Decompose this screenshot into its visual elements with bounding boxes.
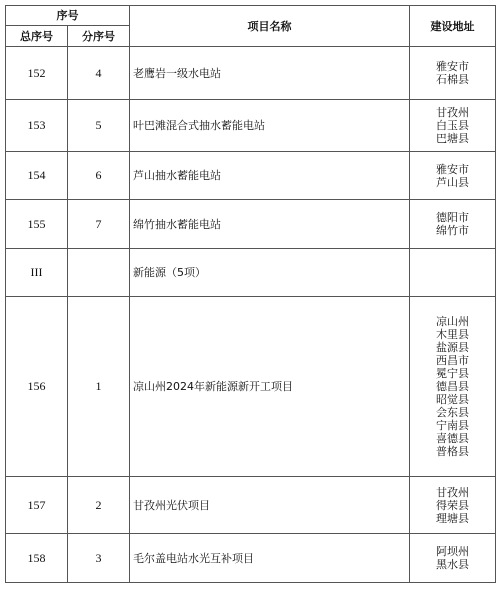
sub-seq-cell: 4 xyxy=(68,47,130,100)
project-name-cell: 芦山抽水蓄能电站 xyxy=(130,152,410,200)
total-seq-cell: 153 xyxy=(6,100,68,152)
sub-seq-cell: 2 xyxy=(68,477,130,534)
total-seq-cell: 157 xyxy=(6,477,68,534)
location-line: 雅安市 xyxy=(436,60,469,73)
location-line: 喜德县 xyxy=(436,432,469,445)
project-name-cell: 叶巴滩混合式抽水蓄能电站 xyxy=(130,100,410,152)
location-line: 阿坝州 xyxy=(436,545,469,558)
location-cell xyxy=(410,200,496,249)
table-row xyxy=(6,477,496,534)
total-seq-cell: 152 xyxy=(6,47,68,100)
project-name-cell: 甘孜州光伏项目 xyxy=(130,477,410,534)
location-line: 白玉县 xyxy=(436,119,469,132)
table-row xyxy=(6,534,496,583)
sub-seq-cell: 3 xyxy=(68,534,130,583)
location-cell xyxy=(410,297,496,477)
total-seq-cell: 156 xyxy=(6,297,68,477)
table-row xyxy=(6,152,496,200)
header-location: 建设地址 xyxy=(410,6,496,47)
location-line: 盐源县 xyxy=(436,341,469,354)
location-line: 甘孜州 xyxy=(436,106,469,119)
location-line: 德阳市 xyxy=(436,211,469,224)
table-body xyxy=(6,47,496,583)
table-row xyxy=(6,297,496,477)
location-line: 雅安市 xyxy=(436,162,469,176)
sub-seq-cell: 5 xyxy=(68,100,130,152)
location-line: 德昌县 xyxy=(436,380,469,393)
project-table xyxy=(5,5,496,583)
total-seq-cell: 155 xyxy=(6,200,68,249)
location-line: 绵竹市 xyxy=(436,224,469,237)
sub-seq-cell: 6 xyxy=(68,152,130,200)
project-name-cell: 新能源（5项） xyxy=(130,249,410,297)
location-cell xyxy=(410,249,496,297)
location-cell xyxy=(410,47,496,100)
header-seq-group: 序号 xyxy=(6,6,130,26)
location-line: 冕宁县 xyxy=(436,367,469,380)
location-cell xyxy=(410,100,496,152)
location-line: 黑水县 xyxy=(436,558,469,571)
total-seq-cell: 158 xyxy=(6,534,68,583)
table-row xyxy=(6,100,496,152)
location-line: 理塘县 xyxy=(436,511,469,525)
table-row xyxy=(6,249,496,297)
location-line: 昭觉县 xyxy=(436,393,469,406)
location-cell xyxy=(410,152,496,200)
header-sub-seq: 分序号 xyxy=(68,26,130,47)
location-line: 普格县 xyxy=(436,445,469,458)
header-total-seq: 总序号 xyxy=(6,26,68,47)
header-project-name: 项目名称 xyxy=(130,6,410,47)
location-line: 木里县 xyxy=(436,328,469,341)
location-line: 得荣县 xyxy=(436,498,469,512)
table-row xyxy=(6,47,496,100)
table-row xyxy=(6,200,496,249)
sub-seq-cell xyxy=(68,249,130,297)
total-seq-cell: 154 xyxy=(6,152,68,200)
location-line: 西昌市 xyxy=(436,354,469,367)
location-line: 凉山州 xyxy=(436,315,469,328)
location-line: 宁南县 xyxy=(436,419,469,432)
location-line: 巴塘县 xyxy=(436,132,469,145)
total-seq-cell: III xyxy=(6,249,68,297)
location-line: 会东县 xyxy=(436,406,469,419)
project-name-cell: 绵竹抽水蓄能电站 xyxy=(130,200,410,249)
project-name-cell: 老鹰岩一级水电站 xyxy=(130,47,410,100)
project-name-cell: 毛尔盖电站水光互补项目 xyxy=(130,534,410,583)
project-name-cell: 凉山州2024年新能源新开工项目 xyxy=(130,297,410,477)
location-cell xyxy=(410,534,496,583)
location-cell xyxy=(410,477,496,534)
location-line: 甘孜州 xyxy=(436,485,469,499)
sub-seq-cell: 7 xyxy=(68,200,130,249)
sub-seq-cell: 1 xyxy=(68,297,130,477)
location-line: 石棉县 xyxy=(436,73,469,86)
location-line: 芦山县 xyxy=(436,175,469,189)
